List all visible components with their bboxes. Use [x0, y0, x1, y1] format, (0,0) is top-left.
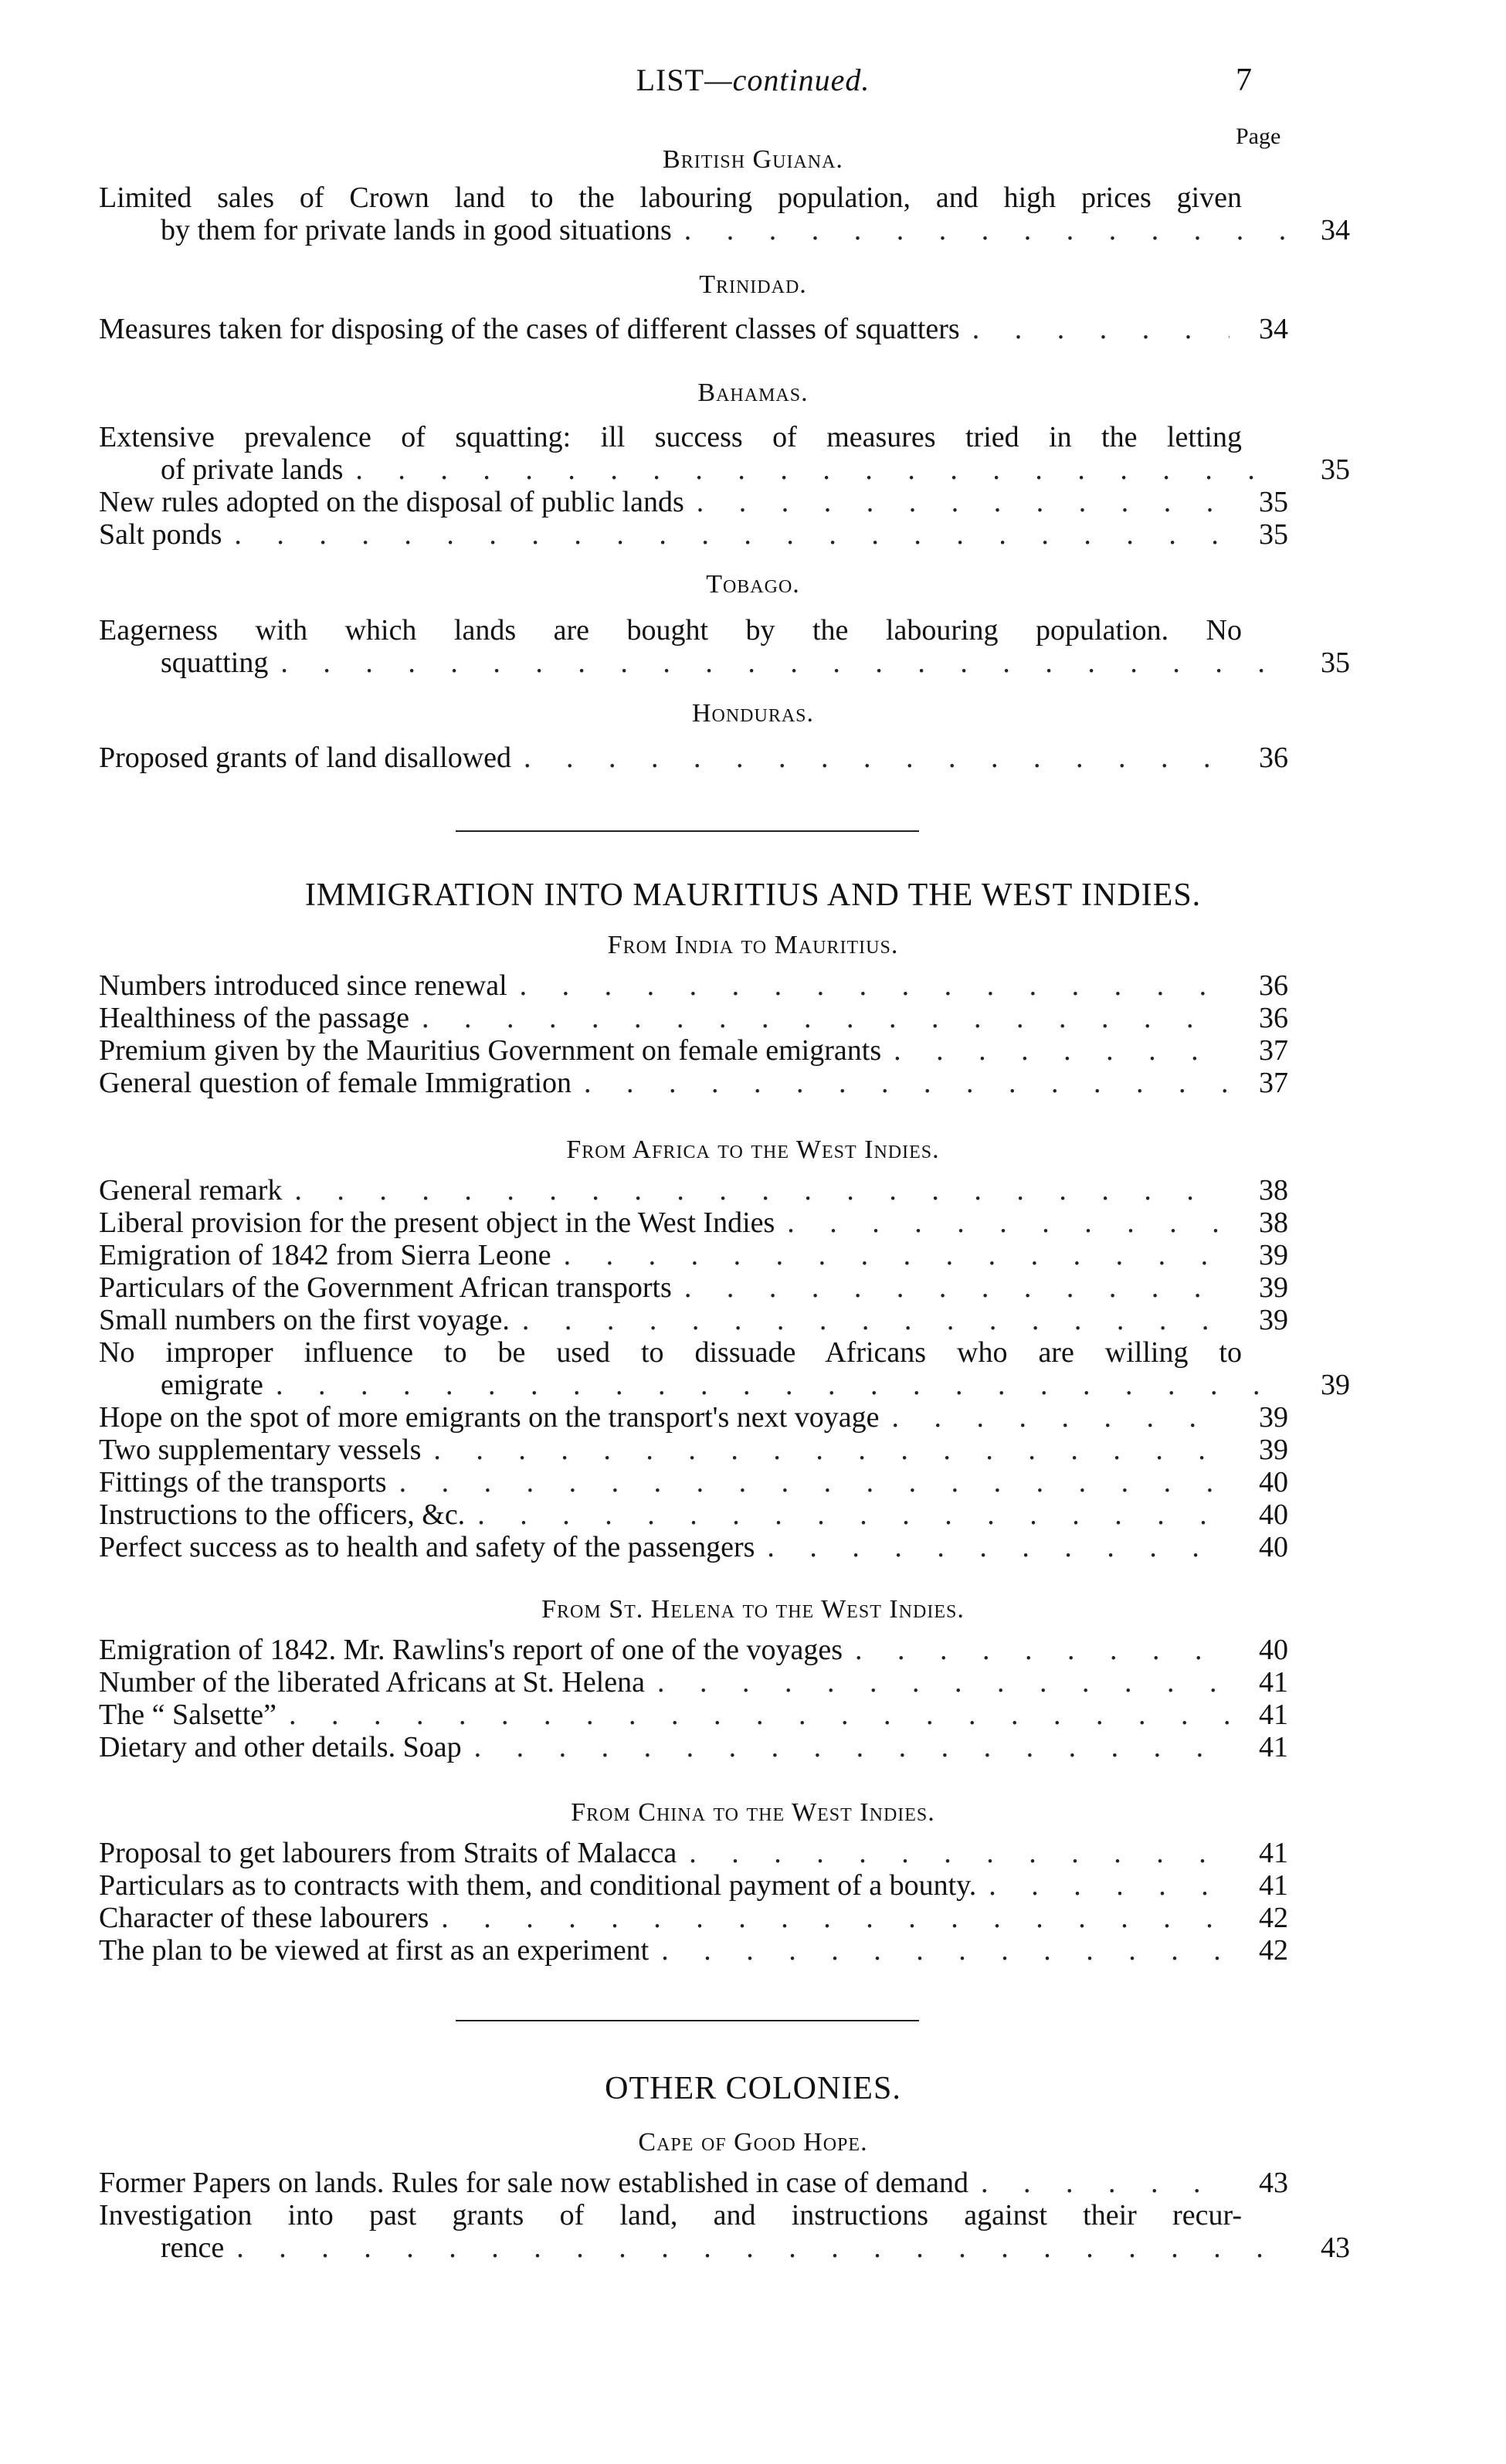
- entry-page-number: 37: [1259, 1034, 1288, 1067]
- entry-page-number: 39: [1259, 1271, 1288, 1304]
- entry-text: General remark: [99, 1174, 283, 1207]
- entry-text: Perfect success as to health and safety of the passengers: [99, 1531, 755, 1563]
- entry-text: Premium given by the Mauritius Government on female emigrants: [99, 1034, 882, 1067]
- contents-entry: [99, 1531, 1288, 1563]
- entry-text: The “ Salsette”: [99, 1699, 277, 1731]
- heading-st-helena-west-indies: From St. Helena to the West Indies.: [541, 1595, 965, 1624]
- contents-entry: [99, 1067, 1288, 1099]
- entry-text: Fittings of the transports: [99, 1466, 387, 1498]
- entry-page-number: 40: [1259, 1531, 1288, 1563]
- contents-entry: [99, 518, 1288, 551]
- entry-text: The plan to be viewed at first as an experiment: [99, 1934, 650, 1967]
- contents-entry: [99, 1869, 1288, 1902]
- heading-india-mauritius: From India to Mauritius.: [607, 931, 899, 959]
- dot-leader: [234, 518, 1230, 551]
- entry-text: Hope on the spot of more emigrants on the transport's next voyage: [99, 1401, 880, 1434]
- entry-text: Emigration of 1842 from Sierra Leone: [99, 1239, 551, 1271]
- heading-china-west-indies: From China to the West Indies.: [571, 1798, 935, 1827]
- contents-entry: [99, 1934, 1288, 1967]
- entry-page-number: 36: [1259, 1002, 1288, 1034]
- header-title: LIST: [636, 63, 705, 97]
- entry-text: Salt ponds: [99, 518, 222, 551]
- dot-leader: [399, 1466, 1230, 1498]
- entry-text: Number of the liberated Africans at St. Helena: [99, 1666, 645, 1699]
- entry-page-number: 39: [1259, 1239, 1288, 1271]
- dot-leader: [294, 1174, 1230, 1207]
- contents-entry: [99, 313, 1288, 345]
- contents-entry: [99, 1401, 1288, 1434]
- section-divider: [456, 830, 919, 832]
- heading-other-colonies: OTHER COLONIES.: [605, 2071, 901, 2106]
- heading-honduras: Honduras.: [691, 699, 815, 728]
- heading-bahamas: Bahamas.: [697, 378, 809, 407]
- entry-page-number: 38: [1259, 1174, 1288, 1207]
- entry-page-number: 41: [1259, 1731, 1288, 1763]
- entry-text: General question of female Immigration: [99, 1067, 572, 1099]
- entry-page-number: 35: [1259, 486, 1288, 518]
- heading-trinidad: Trinidad.: [699, 270, 807, 299]
- entry-page-number: 35: [1259, 518, 1288, 551]
- entry-text: Dietary and other details. Soap: [99, 1731, 462, 1763]
- entry-page-number: 35: [1321, 647, 1350, 679]
- dot-leader: [584, 1067, 1230, 1099]
- entry-text: Small numbers on the first voyage.: [99, 1304, 510, 1336]
- entry-page-number: 35: [1321, 453, 1350, 486]
- entry-text: emigrate: [161, 1369, 263, 1401]
- entry-page-number: 38: [1259, 1207, 1288, 1239]
- dot-leader: [894, 1034, 1230, 1067]
- dot-leader: [355, 453, 1291, 486]
- dot-leader: [280, 647, 1291, 679]
- contents-entry: [99, 969, 1288, 1002]
- dot-leader: [972, 313, 1230, 345]
- contents-entry: [99, 1174, 1288, 1207]
- entry-text: Extensive prevalence of squatting: ill success of measures tried in the letting: [99, 421, 1242, 453]
- contents-entry: [99, 2199, 1350, 2264]
- dot-leader: [522, 1304, 1230, 1336]
- contents-entry: [99, 1034, 1288, 1067]
- entry-page-number: 36: [1259, 969, 1288, 1002]
- entry-page-number: 39: [1321, 1369, 1350, 1401]
- contents-entry: [99, 2167, 1288, 2199]
- entry-text: Proposed grants of land disallowed: [99, 742, 512, 774]
- entry-page-number: 34: [1321, 214, 1350, 246]
- entry-text: by them for private lands in good situations: [161, 214, 672, 246]
- dot-leader: [520, 969, 1230, 1002]
- page-number: 7: [1236, 63, 1252, 98]
- dot-leader: [422, 1002, 1230, 1034]
- entry-text: Limited sales of Crown land to the labouring population, and high prices given: [99, 182, 1242, 214]
- contents-entry: [99, 1002, 1288, 1034]
- dot-leader: [684, 1271, 1230, 1304]
- page-header: [0, 62, 1506, 98]
- contents-entry: [99, 1699, 1288, 1731]
- contents-entry: [99, 1498, 1288, 1531]
- dot-leader: [697, 486, 1230, 518]
- dot-leader: [657, 1666, 1230, 1699]
- contents-entry: [99, 1239, 1288, 1271]
- entry-page-number: 41: [1259, 1699, 1288, 1731]
- entry-page-number: 39: [1259, 1304, 1288, 1336]
- entry-text: Proposal to get labourers from Straits of Malacca: [99, 1837, 677, 1869]
- contents-entry: [99, 1336, 1350, 1401]
- contents-entry: [99, 742, 1288, 774]
- dot-leader: [474, 1731, 1230, 1763]
- entry-page-number: 39: [1259, 1401, 1288, 1434]
- entry-text: Instructions to the officers, &c.: [99, 1498, 466, 1531]
- dot-leader: [981, 2167, 1230, 2199]
- contents-entry: [99, 1207, 1288, 1239]
- heading-immigration: IMMIGRATION INTO MAURITIUS AND THE WEST INDIES.: [304, 877, 1202, 913]
- contents-entry: [99, 1271, 1288, 1304]
- heading-cape-of-good-hope: Cape of Good Hope.: [638, 2128, 868, 2157]
- contents-entry: [99, 614, 1350, 679]
- section-divider: [456, 2020, 919, 2021]
- contents-entry: [99, 1634, 1288, 1666]
- dot-leader: [767, 1531, 1230, 1563]
- entry-page-number: 43: [1259, 2167, 1288, 2199]
- contents-entry: [99, 421, 1350, 486]
- contents-entry: [99, 1466, 1288, 1498]
- entry-text: Eagerness with which lands are bought by the labouring population. No: [99, 614, 1242, 647]
- dot-leader: [477, 1498, 1230, 1531]
- entry-page-number: 42: [1259, 1902, 1288, 1934]
- contents-entry: [99, 1304, 1288, 1336]
- dot-leader: [661, 1934, 1230, 1967]
- entry-text: Measures taken for disposing of the cases of different classes of squatters: [99, 313, 960, 345]
- dot-leader: [855, 1634, 1230, 1666]
- entry-page-number: 41: [1259, 1869, 1288, 1902]
- entry-text: Investigation into past grants of land, and instructions against their recur-: [99, 2199, 1242, 2232]
- entry-page-number: 41: [1259, 1666, 1288, 1699]
- dot-leader: [684, 214, 1291, 246]
- entry-text: Liberal provision for the present object in the West Indies: [99, 1207, 775, 1239]
- contents-entry: [99, 1837, 1288, 1869]
- dot-leader: [689, 1837, 1230, 1869]
- contents-entry: [99, 486, 1288, 518]
- entry-text: of private lands: [161, 453, 344, 486]
- heading-africa-west-indies: From Africa to the West Indies.: [566, 1135, 940, 1164]
- dot-leader: [564, 1239, 1230, 1271]
- heading-tobago: Tobago.: [706, 570, 800, 599]
- entry-text: Particulars as to contracts with them, and conditional payment of a bounty.: [99, 1869, 977, 1902]
- entry-text: Two supplementary vessels: [99, 1434, 422, 1466]
- contents-entry: [99, 1666, 1288, 1699]
- entry-page-number: 37: [1259, 1067, 1288, 1099]
- dot-leader: [289, 1699, 1230, 1731]
- dot-leader: [524, 742, 1230, 774]
- entry-page-number: 34: [1259, 313, 1288, 345]
- dot-leader: [441, 1902, 1230, 1934]
- entry-page-number: 40: [1259, 1498, 1288, 1531]
- dot-leader: [236, 2232, 1291, 2264]
- entry-text: squatting: [161, 647, 269, 679]
- contents-entry: [99, 1902, 1288, 1934]
- entry-page-number: 40: [1259, 1634, 1288, 1666]
- contents-entry: [99, 1434, 1288, 1466]
- entry-text: Character of these labourers: [99, 1902, 429, 1934]
- dot-leader: [891, 1401, 1230, 1434]
- heading-british-guiana: British Guiana.: [663, 145, 843, 174]
- dot-leader: [433, 1434, 1230, 1466]
- page-column-label: Page: [1236, 124, 1281, 149]
- entry-text: Healthiness of the passage: [99, 1002, 410, 1034]
- entry-page-number: 43: [1321, 2232, 1350, 2264]
- entry-text: No improper influence to be used to dissuade Africans who are willing to: [99, 1336, 1242, 1369]
- dot-leader: [276, 1369, 1291, 1401]
- entry-text: rence: [161, 2232, 225, 2264]
- entry-page-number: 41: [1259, 1837, 1288, 1869]
- dot-leader: [787, 1207, 1230, 1239]
- entry-page-number: 40: [1259, 1466, 1288, 1498]
- entry-page-number: 42: [1259, 1934, 1288, 1967]
- entry-page-number: 36: [1259, 742, 1288, 774]
- entry-text: Particulars of the Government African transports: [99, 1271, 672, 1304]
- dot-leader: [989, 1869, 1230, 1902]
- contents-entry: [99, 1731, 1288, 1763]
- entry-page-number: 39: [1259, 1434, 1288, 1466]
- header-continued: —continued.: [704, 63, 870, 97]
- entry-text: Former Papers on lands. Rules for sale now established in case of demand: [99, 2167, 969, 2199]
- contents-entry: [99, 182, 1350, 246]
- entry-text: Numbers introduced since renewal: [99, 969, 507, 1002]
- entry-text: Emigration of 1842. Mr. Rawlins's report of one of the voyages: [99, 1634, 843, 1666]
- entry-text: New rules adopted on the disposal of public lands: [99, 486, 684, 518]
